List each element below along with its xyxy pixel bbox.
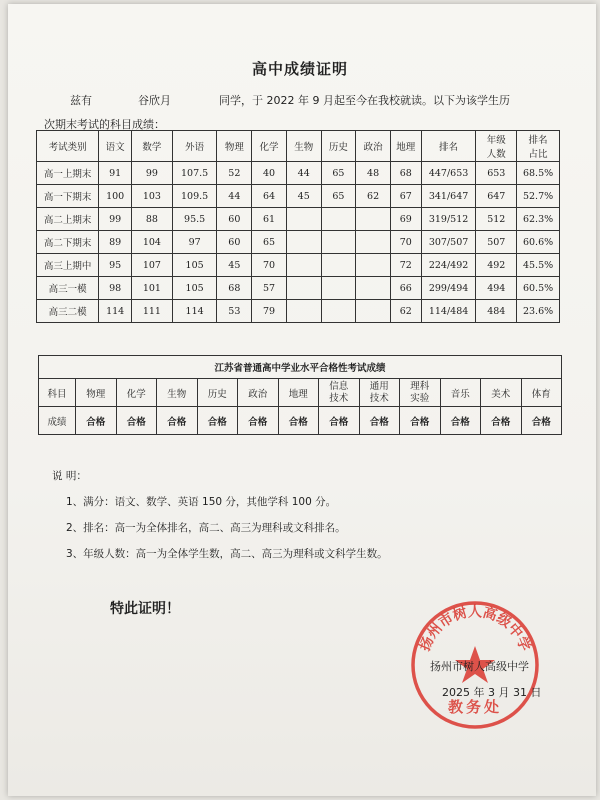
exam-subject-cell: 音乐	[440, 379, 481, 407]
exam-result-cell: 合格	[440, 407, 481, 435]
exam-result-cell: 合格	[76, 407, 117, 435]
grade-cell: 95	[99, 254, 132, 277]
grades-body	[37, 162, 560, 323]
certify-statement: 特此证明！	[110, 601, 180, 617]
header-foreign-language: 外语	[172, 131, 217, 162]
exam-result-cell: 合格	[319, 407, 360, 435]
grade-cell	[321, 254, 356, 277]
grade-cell: 68	[390, 162, 421, 185]
exam-subject-cell: 历史	[197, 379, 238, 407]
grade-cell: 66	[390, 277, 421, 300]
exam-type-cell: 高三上期中	[37, 254, 99, 277]
grade-cell: 341/647	[421, 185, 476, 208]
header-math: 数学	[132, 131, 173, 162]
exam-subject-cell: 地理	[278, 379, 319, 407]
exam-result-cell: 合格	[238, 407, 279, 435]
grade-cell: 105	[172, 254, 217, 277]
grade-row	[37, 277, 560, 300]
grade-cell: 68	[217, 277, 252, 300]
grade-cell: 447/653	[421, 162, 476, 185]
grade-cell: 44	[217, 185, 252, 208]
grade-cell	[286, 208, 321, 231]
grade-cell: 103	[132, 185, 173, 208]
grade-cell: 70	[252, 254, 287, 277]
grade-cell: 653	[476, 162, 517, 185]
exam-subject-cell: 通用 技术	[359, 379, 400, 407]
grade-cell: 68.5%	[517, 162, 560, 185]
grade-cell: 507	[476, 231, 517, 254]
grade-cell: 95.5	[172, 208, 217, 231]
exam-result-cell: 合格	[521, 407, 562, 435]
subject-label: 科目	[39, 379, 76, 407]
issue-date: 2025 年 3 月 31 日	[442, 686, 542, 699]
grades-header-row	[37, 131, 560, 162]
exam-subject-row	[39, 379, 562, 407]
grade-cell: 60	[217, 231, 252, 254]
grade-cell: 67	[390, 185, 421, 208]
grade-cell: 61	[252, 208, 287, 231]
header-history: 历史	[321, 131, 356, 162]
grade-cell: 492	[476, 254, 517, 277]
student-name: 谷欣月	[138, 94, 171, 107]
grade-cell: 97	[172, 231, 217, 254]
grade-cell: 307/507	[421, 231, 476, 254]
exam-subject-cell: 信息 技术	[319, 379, 360, 407]
grade-cell: 53	[217, 300, 252, 323]
exam-caption-row	[39, 356, 562, 379]
grade-cell	[286, 277, 321, 300]
grade-cell	[356, 277, 391, 300]
exam-subject-cell: 理科 实验	[400, 379, 441, 407]
grade-cell: 70	[390, 231, 421, 254]
grade-cell: 109.5	[172, 185, 217, 208]
grade-cell	[356, 254, 391, 277]
exam-result-cell: 合格	[157, 407, 198, 435]
grade-cell: 62.3%	[517, 208, 560, 231]
grade-cell: 72	[390, 254, 421, 277]
grade-cell: 69	[390, 208, 421, 231]
note-item: 3、年级人数：高一为全体学生数，高二、高三为理科或文科学生数。	[66, 548, 388, 560]
exam-result-cell: 合格	[359, 407, 400, 435]
grade-cell: 494	[476, 277, 517, 300]
grade-row	[37, 208, 560, 231]
grades-table	[36, 130, 560, 323]
grade-cell: 45.5%	[517, 254, 560, 277]
grade-cell: 319/512	[421, 208, 476, 231]
grade-cell: 111	[132, 300, 173, 323]
grade-cell: 64	[252, 185, 287, 208]
grade-row	[37, 254, 560, 277]
grade-cell: 65	[252, 231, 287, 254]
grade-cell: 45	[217, 254, 252, 277]
exam-subject-cell: 美术	[481, 379, 522, 407]
grade-cell: 62	[356, 185, 391, 208]
grade-cell: 98	[99, 277, 132, 300]
grade-cell: 23.6%	[517, 300, 560, 323]
grade-cell	[286, 300, 321, 323]
header-biology: 生物	[286, 131, 321, 162]
header-rank-percent: 排名 占比	[517, 131, 560, 162]
grade-cell: 104	[132, 231, 173, 254]
grade-cell: 114	[172, 300, 217, 323]
exam-result-cell: 合格	[481, 407, 522, 435]
exam-result-cell: 合格	[197, 407, 238, 435]
note-item: 2、排名：高一为全体排名，高二、高三为理科或文科排名。	[66, 522, 346, 534]
header-physics: 物理	[217, 131, 252, 162]
exam-subject-cell: 政治	[238, 379, 279, 407]
grade-row	[37, 231, 560, 254]
exam-subject-cell: 化学	[116, 379, 157, 407]
header-chemistry: 化学	[252, 131, 287, 162]
grade-cell	[356, 300, 391, 323]
svg-text:教务处: 教务处	[447, 698, 503, 716]
grade-cell: 100	[99, 185, 132, 208]
grade-cell: 105	[172, 277, 217, 300]
notes-title: 说 明：	[52, 470, 87, 482]
intro-prefix: 兹有	[70, 94, 92, 107]
grade-cell: 647	[476, 185, 517, 208]
grade-cell: 62	[390, 300, 421, 323]
grade-cell	[321, 208, 356, 231]
exam-result-cell: 合格	[400, 407, 441, 435]
grade-cell: 512	[476, 208, 517, 231]
grade-cell: 40	[252, 162, 287, 185]
grade-cell: 57	[252, 277, 287, 300]
svg-text:扬州市树人高级中学: 扬州市树人高级中学	[417, 604, 533, 654]
grade-cell: 65	[321, 162, 356, 185]
header-grade-size: 年级 人数	[476, 131, 517, 162]
header-politics: 政治	[356, 131, 391, 162]
grade-cell: 65	[321, 185, 356, 208]
grade-cell: 299/494	[421, 277, 476, 300]
exam-type-cell: 高二上期末	[37, 208, 99, 231]
intro-line-1	[70, 92, 510, 108]
intro-line-2: 次期末考试的科目成绩：	[44, 118, 165, 131]
grade-cell: 79	[252, 300, 287, 323]
grade-cell: 114/484	[421, 300, 476, 323]
grade-cell: 89	[99, 231, 132, 254]
proficiency-exam-table	[38, 355, 562, 435]
grade-cell	[321, 300, 356, 323]
note-item: 1、满分：语文、数学、英语 150 分，其他学科 100 分。	[66, 496, 337, 508]
grade-cell: 60	[217, 208, 252, 231]
grade-cell: 101	[132, 277, 173, 300]
grade-cell: 60.6%	[517, 231, 560, 254]
grade-row	[37, 162, 560, 185]
grade-cell: 52.7%	[517, 185, 560, 208]
result-label: 成绩	[39, 407, 76, 435]
header-exam-type: 考试类别	[37, 131, 99, 162]
exam-caption: 江苏省普通高中学业水平合格性考试成绩	[39, 356, 562, 379]
exam-result-cell: 合格	[278, 407, 319, 435]
exam-result-cell: 合格	[116, 407, 157, 435]
exam-type-cell: 高三一模	[37, 277, 99, 300]
document-title: 高中成绩证明	[251, 60, 348, 78]
grade-cell: 99	[99, 208, 132, 231]
grade-cell	[286, 254, 321, 277]
grade-cell: 48	[356, 162, 391, 185]
grade-cell	[321, 231, 356, 254]
grade-cell: 52	[217, 162, 252, 185]
exam-type-cell: 高二下期末	[37, 231, 99, 254]
header-chinese: 语文	[99, 131, 132, 162]
exam-type-cell: 高三二模	[37, 300, 99, 323]
header-rank: 排名	[421, 131, 476, 162]
grade-cell: 99	[132, 162, 173, 185]
intro-suffix: 同学，于 2022 年 9 月起至今在我校就读。以下为该学生历	[219, 94, 510, 107]
grade-cell: 44	[286, 162, 321, 185]
exam-subject-cell: 体育	[521, 379, 562, 407]
grade-cell	[286, 231, 321, 254]
exam-subject-cell: 物理	[76, 379, 117, 407]
grade-cell: 45	[286, 185, 321, 208]
exam-result-row	[39, 407, 562, 435]
grade-cell	[356, 208, 391, 231]
grade-cell: 107	[132, 254, 173, 277]
grade-cell: 91	[99, 162, 132, 185]
grade-cell	[356, 231, 391, 254]
exam-type-cell: 高一下期末	[37, 185, 99, 208]
grade-cell: 224/492	[421, 254, 476, 277]
grade-row	[37, 300, 560, 323]
grade-cell: 484	[476, 300, 517, 323]
school-name-signature: 扬州市树人高级中学	[430, 660, 529, 673]
grade-cell: 60.5%	[517, 277, 560, 300]
grade-cell	[321, 277, 356, 300]
exam-subject-cell: 生物	[157, 379, 198, 407]
grade-cell: 107.5	[172, 162, 217, 185]
grade-cell: 88	[132, 208, 173, 231]
grade-row	[37, 185, 560, 208]
exam-type-cell: 高一上期末	[37, 162, 99, 185]
header-geography: 地理	[390, 131, 421, 162]
grade-cell: 114	[99, 300, 132, 323]
